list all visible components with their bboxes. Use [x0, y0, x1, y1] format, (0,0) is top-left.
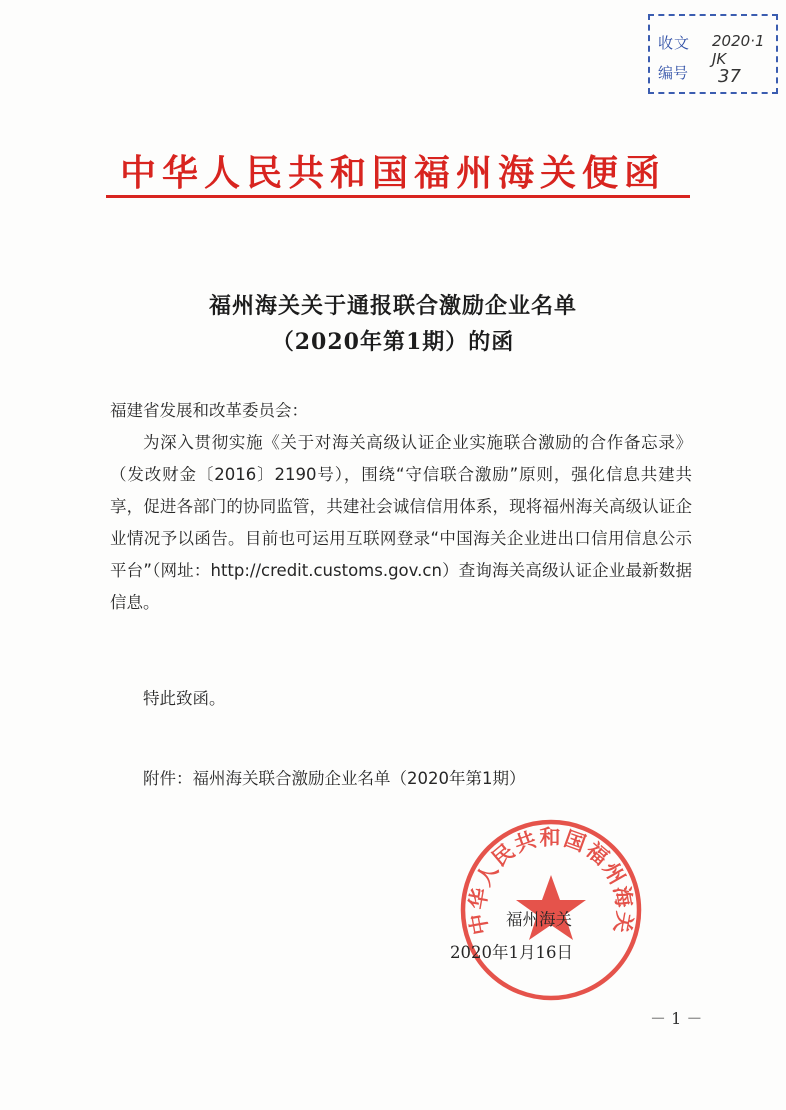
- signature-org: 福州海关: [506, 910, 572, 929]
- receipt-label-2: 编号: [658, 64, 689, 82]
- seal-text: 中华人民共和国福州海关: [465, 825, 637, 937]
- letterhead-title: 中华人民共和国福州海关便函: [119, 152, 666, 194]
- receipt-value-1: 2020·1 JK: [712, 32, 765, 68]
- closing-line: 特此致函。: [143, 689, 226, 708]
- page-number: － 1 －: [650, 1009, 703, 1028]
- attachment-line: 附件：福州海关联合激励企业名单（2020年第1期）: [143, 769, 526, 788]
- receipt-stamp: [648, 14, 778, 94]
- receipt-value-2: 37: [718, 66, 741, 87]
- signature-date: 2020年1月16日: [450, 943, 573, 962]
- body-paragraph: 为深入贯彻实施《关于对海关高级认证企业实施联合激励的合作备忘录》（发改财金〔2016〕2190号），围绕“守信联合激励”原则，强化信息共建共享，促进各部门的协同监管，共建社会诚信信用体系，现将福州海关高级认证企业情况予以函告。目前也可运用互联网登录“中国海关企业进出口信用信息公示平台”（网址：http://credit.customs.gov.cn）查询海关高级认证企业最新数据信息。: [110, 433, 692, 612]
- addressee: 福建省发展和改革委员会：: [110, 401, 308, 420]
- document-title-line-1: 福州海关关于通报联合激励企业名单: [208, 293, 577, 319]
- receipt-label-1: 收文: [658, 34, 691, 52]
- letterhead-rule: [106, 195, 690, 198]
- document-title-line-2: （2020年第1期）的函: [271, 329, 515, 355]
